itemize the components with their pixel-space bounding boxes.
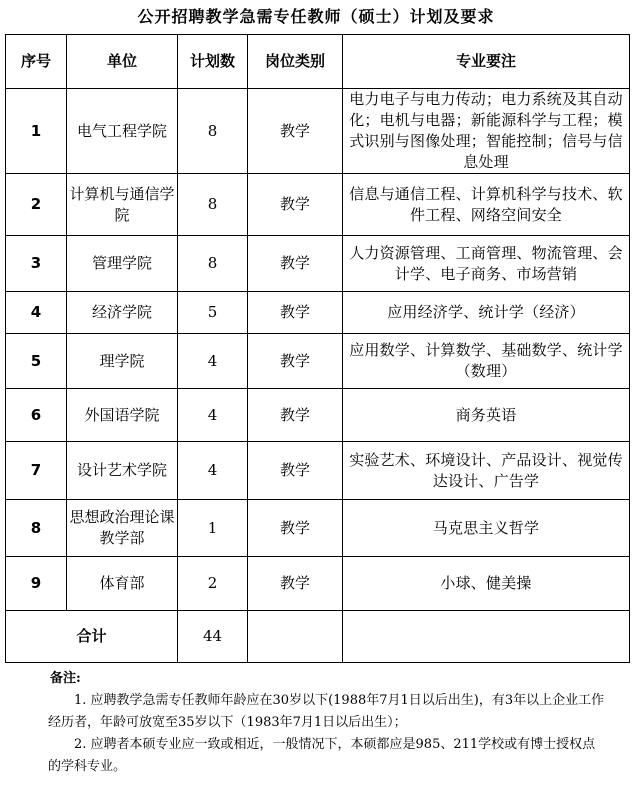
header-requirement: 专业要注 [343, 35, 630, 89]
table-row [6, 89, 630, 174]
row-type: 教学 [248, 389, 343, 442]
row-type: 教学 [248, 236, 343, 292]
header-count: 计划数 [178, 35, 248, 89]
row-no: 8 [6, 500, 67, 557]
header-unit: 单位 [67, 35, 178, 89]
row-type: 教学 [248, 174, 343, 236]
row-no: 4 [6, 292, 67, 334]
note-item-1: 1. 应聘教学急需专任教师年龄应在30岁以下(1988年7月1日以后出生)，有3年以上企业工作经历者，年龄可放宽至35岁以下（1983年7月1日以后出生）； [48, 693, 605, 730]
total-empty-requirement [343, 611, 630, 663]
row-unit: 电气工程学院 [67, 89, 178, 174]
row-unit: 理学院 [67, 334, 178, 389]
table-row [6, 500, 630, 557]
table-header-row [6, 35, 630, 89]
row-requirement: 信息与通信工程、计算机科学与技术、软件工程、网络空间安全 [343, 174, 630, 236]
total-empty-type [248, 611, 343, 663]
row-count: 1 [178, 500, 248, 557]
row-count: 2 [178, 557, 248, 611]
row-requirement: 应用经济学、统计学（经济） [343, 292, 630, 334]
total-label: 合计 [6, 611, 178, 663]
row-unit: 计算机与通信学院 [67, 174, 178, 236]
row-count: 4 [178, 442, 248, 500]
header-type: 岗位类别 [248, 35, 343, 89]
row-count: 5 [178, 292, 248, 334]
row-unit: 管理学院 [67, 236, 178, 292]
row-count: 8 [178, 89, 248, 174]
table-row [6, 389, 630, 442]
row-unit: 经济学院 [67, 292, 178, 334]
row-unit: 思想政治理论课教学部 [67, 500, 178, 557]
row-unit: 体育部 [67, 557, 178, 611]
row-requirement: 马克思主义哲学 [343, 500, 630, 557]
row-no: 9 [6, 557, 67, 611]
row-type: 教学 [248, 500, 343, 557]
row-type: 教学 [248, 442, 343, 500]
row-no: 7 [6, 442, 67, 500]
table-row [6, 236, 630, 292]
note-item-2: 2. 应聘者本硕专业应一致或相近，一般情况下，本硕都应是985、211学校或有博士授权点的学科专业。 [48, 737, 596, 774]
row-no: 6 [6, 389, 67, 442]
row-no: 5 [6, 334, 67, 389]
page-title: 公开招聘教学急需专任教师（硕士）计划及要求 [137, 7, 495, 26]
table-row [6, 442, 630, 500]
row-unit: 外国语学院 [67, 389, 178, 442]
total-count: 44 [178, 611, 248, 663]
table-total-row [6, 611, 630, 663]
table-row [6, 557, 630, 611]
row-type: 教学 [248, 292, 343, 334]
row-unit: 设计艺术学院 [67, 442, 178, 500]
row-requirement: 小球、健美操 [343, 557, 630, 611]
row-type: 教学 [248, 334, 343, 389]
row-count: 8 [178, 236, 248, 292]
recruitment-plan-table [5, 34, 630, 663]
row-count: 4 [178, 334, 248, 389]
row-requirement: 应用数学、计算数学、基础数学、统计学（数理） [343, 334, 630, 389]
row-requirement: 实验艺术、环境设计、产品设计、视觉传达设计、广告学 [343, 442, 630, 500]
row-count: 8 [178, 174, 248, 236]
row-type: 教学 [248, 557, 343, 611]
table-row [6, 174, 630, 236]
row-requirement: 商务英语 [343, 389, 630, 442]
row-no: 2 [6, 174, 67, 236]
notes-heading: 备注: [50, 671, 81, 686]
table-row [6, 292, 630, 334]
notes-section [48, 668, 608, 778]
row-no: 1 [6, 89, 67, 174]
row-type: 教学 [248, 89, 343, 174]
header-no: 序号 [6, 35, 67, 89]
row-requirement: 人力资源管理、工商管理、物流管理、会计学、电子商务、市场营销 [343, 236, 630, 292]
table-row [6, 334, 630, 389]
row-no: 3 [6, 236, 67, 292]
row-requirement: 电力电子与电力传动；电力系统及其自动化；电机与电器；新能源科学与工程；模式识别与图像处理；智能控制；信号与信息处理 [343, 89, 630, 174]
row-count: 4 [178, 389, 248, 442]
